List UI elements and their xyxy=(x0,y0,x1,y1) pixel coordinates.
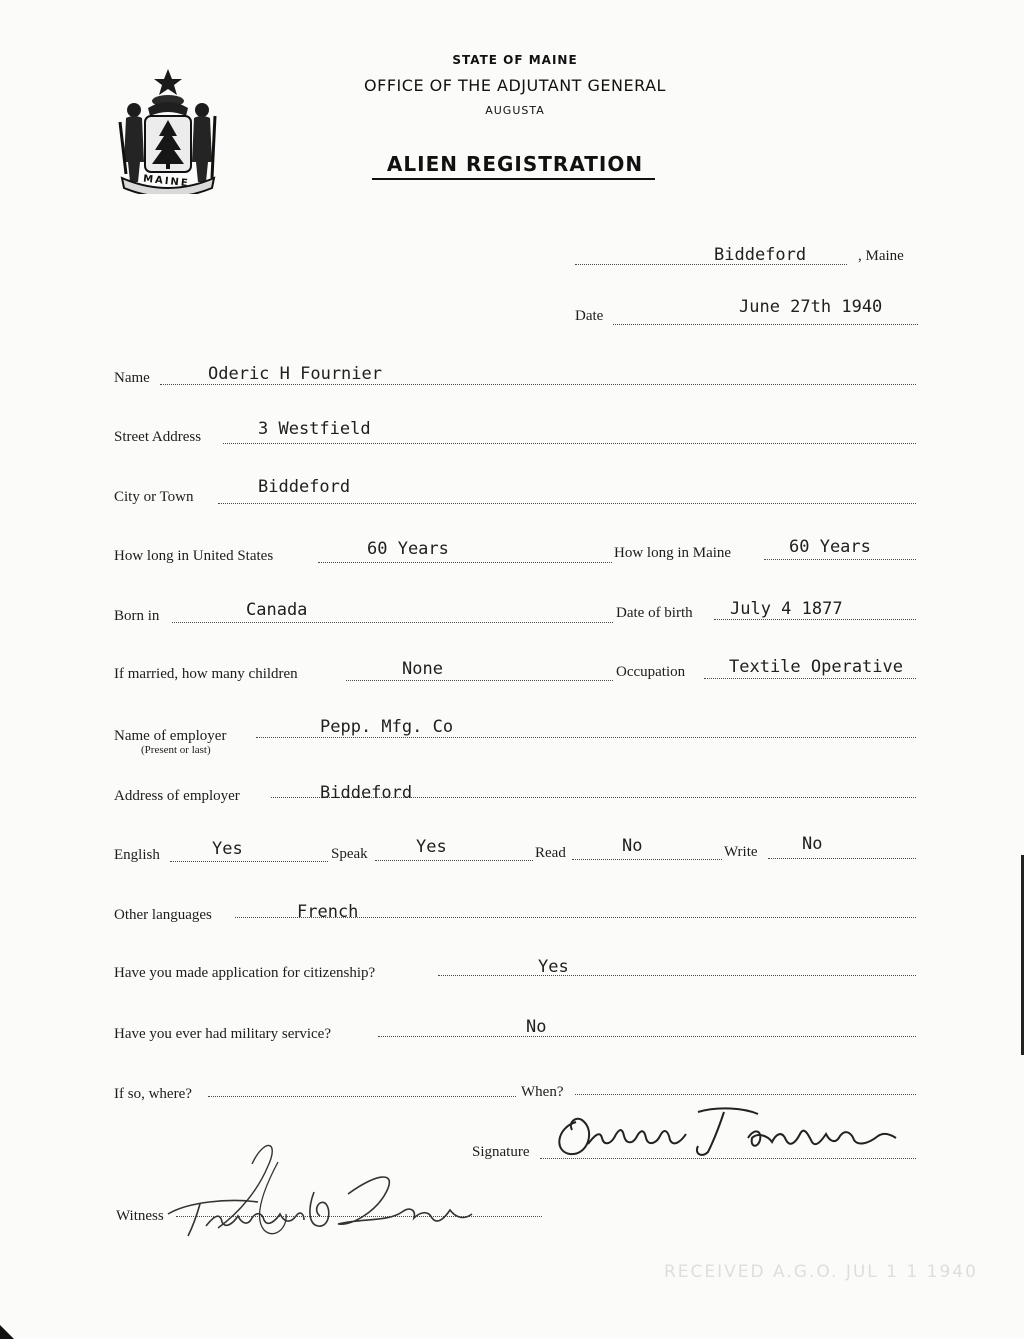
scan-corner xyxy=(0,1325,14,1339)
date-label: Date xyxy=(575,308,604,324)
how-long-us-line xyxy=(318,562,612,563)
header-office: OFFICE OF THE ADJUTANT GENERAL xyxy=(364,76,666,95)
employer-value: Pepp. Mfg. Co xyxy=(320,717,454,737)
military-line xyxy=(378,1036,916,1037)
city-label: City or Town xyxy=(114,489,194,505)
write-value: No xyxy=(802,834,823,854)
employer-label: Name of employer xyxy=(114,728,227,744)
date-value: June 27th 1940 xyxy=(739,297,883,317)
dob-label: Date of birth xyxy=(616,605,693,621)
street-line xyxy=(223,443,916,444)
header-city: AUGUSTA xyxy=(485,104,545,117)
citizenship-line xyxy=(438,975,916,976)
when-label: When? xyxy=(521,1084,564,1100)
where-label: If so, where? xyxy=(114,1086,192,1102)
employer-sublabel: (Present or last) xyxy=(141,744,211,756)
signature-label: Signature xyxy=(472,1144,530,1160)
name-line xyxy=(160,384,916,385)
title-underline xyxy=(372,178,655,180)
occupation-label: Occupation xyxy=(616,664,686,680)
city-value: Biddeford xyxy=(258,477,351,497)
occupation-line xyxy=(704,678,916,679)
location-suffix: , Maine xyxy=(858,248,904,264)
city-line xyxy=(218,503,916,504)
speak-line xyxy=(375,860,533,861)
header-state: STATE OF MAINE xyxy=(452,53,578,67)
street-value: 3 Westfield xyxy=(258,419,371,439)
other-languages-label: Other languages xyxy=(114,907,212,923)
read-label: Read xyxy=(535,845,566,861)
born-in-value: Canada xyxy=(246,600,308,620)
other-languages-value: French xyxy=(297,902,359,922)
read-value: No xyxy=(622,836,643,856)
location-value: Biddeford xyxy=(714,245,807,265)
location-line xyxy=(575,264,847,265)
write-label: Write xyxy=(724,844,758,860)
employer-line xyxy=(256,737,916,738)
children-line xyxy=(346,680,613,681)
born-in-line xyxy=(172,622,613,623)
english-label: English xyxy=(114,847,160,863)
english-value: Yes xyxy=(212,839,243,859)
form-title: ALIEN REGISTRATION xyxy=(386,152,644,176)
military-value: No xyxy=(526,1017,547,1037)
maine-state-seal-icon xyxy=(112,66,224,194)
dob-line xyxy=(714,619,916,620)
name-label: Name xyxy=(114,370,150,386)
name-value: Oderic H Fournier xyxy=(208,364,382,384)
witness-signature-icon xyxy=(148,1132,488,1244)
how-long-us-value: 60 Years xyxy=(367,539,449,559)
how-long-us-label: How long in United States xyxy=(114,548,274,564)
employer-address-label: Address of employer xyxy=(114,788,240,804)
citizenship-value: Yes xyxy=(538,957,569,977)
write-line xyxy=(768,858,916,859)
street-label: Street Address xyxy=(114,429,202,445)
dob-value: July 4 1877 xyxy=(730,599,843,619)
seal-motto: MAINE xyxy=(142,173,191,190)
read-line xyxy=(572,859,722,860)
military-label: Have you ever had military service? xyxy=(114,1026,331,1042)
when-line xyxy=(575,1094,916,1095)
born-in-label: Born in xyxy=(114,608,160,624)
received-stamp: RECEIVED A.G.O. JUL 1 1 1940 xyxy=(664,1262,978,1282)
employer-address-value: Biddeford xyxy=(320,783,413,803)
how-long-maine-value: 60 Years xyxy=(789,537,871,557)
speak-value: Yes xyxy=(416,837,447,857)
how-long-maine-line xyxy=(764,559,916,560)
how-long-maine-label: How long in Maine xyxy=(614,545,732,561)
applicant-signature-icon xyxy=(548,1100,918,1160)
children-value: None xyxy=(402,659,443,679)
date-line xyxy=(613,324,918,325)
witness-label: Witness xyxy=(116,1208,164,1224)
speak-label: Speak xyxy=(331,846,368,862)
where-line xyxy=(208,1096,516,1097)
citizenship-label: Have you made application for citizenship? xyxy=(114,965,376,981)
children-label: If married, how many children xyxy=(114,666,298,682)
occupation-value: Textile Operative xyxy=(729,657,903,677)
english-line xyxy=(170,861,328,862)
